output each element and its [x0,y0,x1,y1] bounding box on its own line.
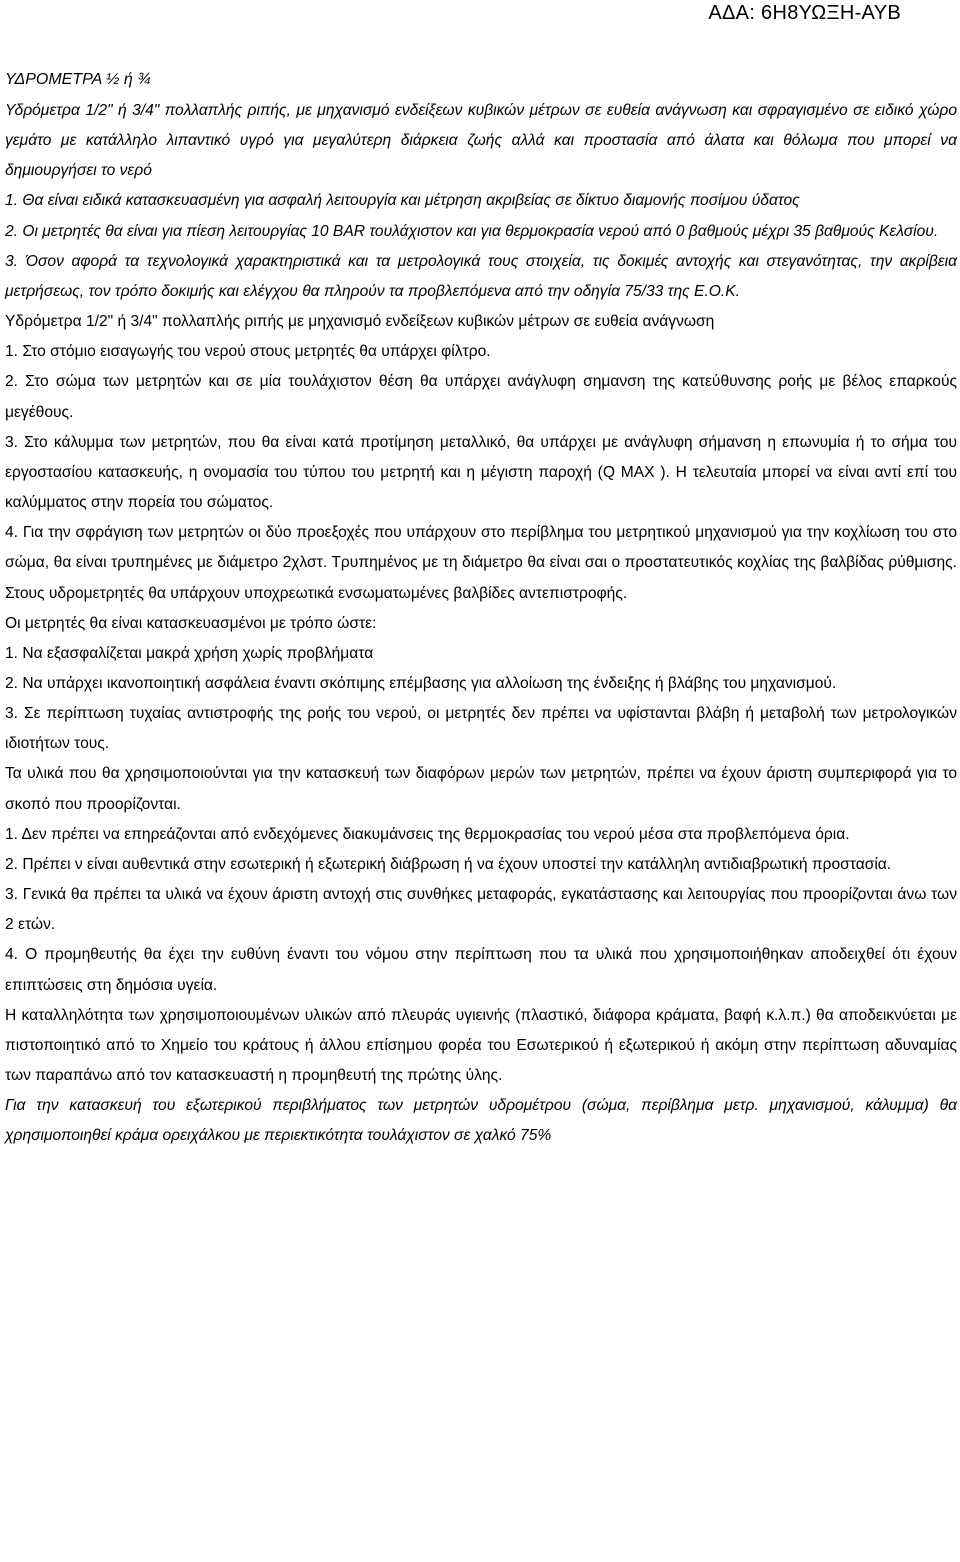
paragraph-meters-heading: Υδρόμετρα 1/2" ή 3/4" πολλαπλής ριπής με μηχανισμό ενδείξεων κυβικών μέτρων σε ευθεία ανάγνωση [5,313,715,331]
paragraph-item-3: 3. Όσον αφορά τα τεχνολογικά χαρακτηριστικά και τα μετρολογικά τους στοιχεία, τις δοκιμές αντοχής και στεγανότητας, την ακρίβεια μετρήσεως, τον τρόπο δοκιμής και ελέγχου θα πληρούν τα προβλεπόμενα από την οδηγία 75/33 της Ε.Ο.Κ. [5,252,957,300]
paragraph-brass: Για την κατασκευή του εξωτερικού περιβλήματος των μετρητών υδρομέτρου (σώμα, περίβλημα μετρ. μηχανισμού, κάλυμμα) θα χρησιμοποιηθεί κράμα ορειχάλκου με περιεκτικότητα τουλάχιστον σε χαλκό 75% [5,1097,957,1145]
paragraph-flow-arrow: 2. Στο σώμα των μετρητών και σε μία τουλάχιστον θέση θα υπάρχει ανάγλυφη σημανση της κατεύθυνσης ροής με βέλος επαρκούς μεγέθους. [5,373,957,421]
paragraph-filter: 1. Στο στόμιο εισαγωγής του νερού στους μετρητές θα υπάρχει φίλτρο. [5,343,491,361]
paragraph-sealing: 4. Για την σφράγιση των μετρητών οι δύο προεξοχές που υπάρχουν στο περίβλημα του μετρητικού μηχανισμού για την κοχλίωση του στο σώμα, θα είναι τρυπημένες με διάμετρο 2χλστ. Τρυπημένος με τη διάμετρο θα είναι σαι ο προστατευτικός κοχλίας της βαλβίδας ρύθμισης. Στους υδρομετρητές θα υπάρχουν υποχρεωτικά ενσωματωμένες βαλβίδες αντεπιστροφής. [5,524,957,602]
paragraph-hygiene: Η καταλληλότητα των χρησιμοποιουμένων υλικών από πλευράς υγιεινής (πλαστικό, διάφορα κράματα, βαφή κ.λ.π.) θα αποδεικνύεται με πιστοποιητικό από το Χημείο του κράτους ή άλλου επίσημου φορέα του Εσωτερικού ή εξωτερικού ή ακόμη στην περίπτωση αδυναμίας των παραπάνω από τον κατασκευαστή η προμηθευτή της πρώτης ύλης. [5,1006,957,1084]
document-body [5,96,957,1151]
ada-code: ΑΔΑ: 6Η8ΥΩΞΗ-ΑΥΒ [708,2,901,24]
paragraph-durability: 3. Γενικά θα πρέπει τα υλικά να έχουν άριστη αντοχή στις συνθήκες μεταφοράς, εγκατάστασης και λειτουργίας που προορίζονται άνω των 2 ετών. [5,886,957,934]
paragraph-reverse-flow: 3. Σε περίπτωση τυχαίας αντιστροφής της ροής του νερού, οι μετρητές δεν πρέπει να υφίστανται βλάβη ή μεταβολή των μετρολογικών ιδιοτήτων τους. [5,705,957,753]
paragraph-corrosion: 2. Πρέπει ν είναι αυθεντικά στην εσωτερική ή εξωτερική διάβρωση ή να έχουν υποστεί την κατάλληλη αντιδιαβρωτική προστασία. [5,855,892,873]
document-title: ΥΔΡΟΜΕΤΡΑ ½ ή ¾ [5,71,151,88]
paragraph-cover-marking: 3. Στο κάλυμμα των μετρητών, που θα είναι κατά προτίμηση μεταλλικό, θα υπάρχει με ανάγλυφη σήμανση η επωνυμία ή το σήμα του εργοστασίου κατασκευής, η ονομασία του τύπου του μετρητή και η μέγιστη παροχή (Q MAX ). Η τελευταία μπορεί να είναι αντί επί του καλύμματος στην πορεία του σώματος. [5,433,957,512]
paragraph-long-use: 1. Να εξασφαλίζεται μακρά χρήση χωρίς προβλήματα [5,644,374,662]
paragraph-materials: Τα υλικά που θα χρησιμοποιούνται για την κατασκευή των διαφόρων μερών των μετρητών, πρέπει να έχουν άριστη συμπεριφορά για το σκοπό που προορίζονται. [5,765,957,813]
paragraph-liability: 4. Ο προμηθευτής θα έχει την ευθύνη έναντι του νόμου στην περίπτωση που τα υλικά που χρησιμοποιήθηκαν αποδειχθεί ότι έχουν επιπτώσεις στη δημόσια υγεία. [5,946,957,994]
paragraph-tamper-safety: 2. Να υπάρχει ικανοποιητική ασφάλεια έναντι σκόπιμης επέμβασης για αλλοίωση της ένδειξης ή βλάβης του μηχανισμού. [5,674,837,692]
paragraph-intro: Υδρόμετρα 1/2" ή 3/4" πολλαπλής ριπής, με μηχανισμό ενδείξεων κυβικών μέτρων σε ευθεία ανάγνωση και σφραγισμένο σε ειδικό χώρο γεμάτο με κατάλληλο λιπαντικό υγρό για μεγαλύτερη διάρκεια ζωής αλλά και προστασία από άλατα και θόλωμα που μπορεί να δημιουργήσει το νερό [5,102,957,180]
paragraph-temperature: 1. Δεν πρέπει να επηρεάζονται από ενδεχόμενες διακυμάνσεις της θερμοκρασίας του νερού μέσα στα προβλεπόμενα όρια. [5,825,850,843]
paragraph-construction-intro: Οι μετρητές θα είναι κατασκευασμένοι με τρόπο ώστε: [5,614,377,632]
paragraph-item-2: 2. Οι μετρητές θα είναι για πίεση λειτουργίας 10 BAR τουλάχιστον και για θερμοκρασία νερού από 0 βαθμούς μέχρι 35 βαθμούς Κελσίου. [5,222,939,240]
paragraph-item-1: 1. Θα είναι ειδικά κατασκευασμένη για ασφαλή λειτουργία και μέτρηση ακριβείας σε δίκτυο διαμονής ποσίμου ύδατος [5,192,800,210]
